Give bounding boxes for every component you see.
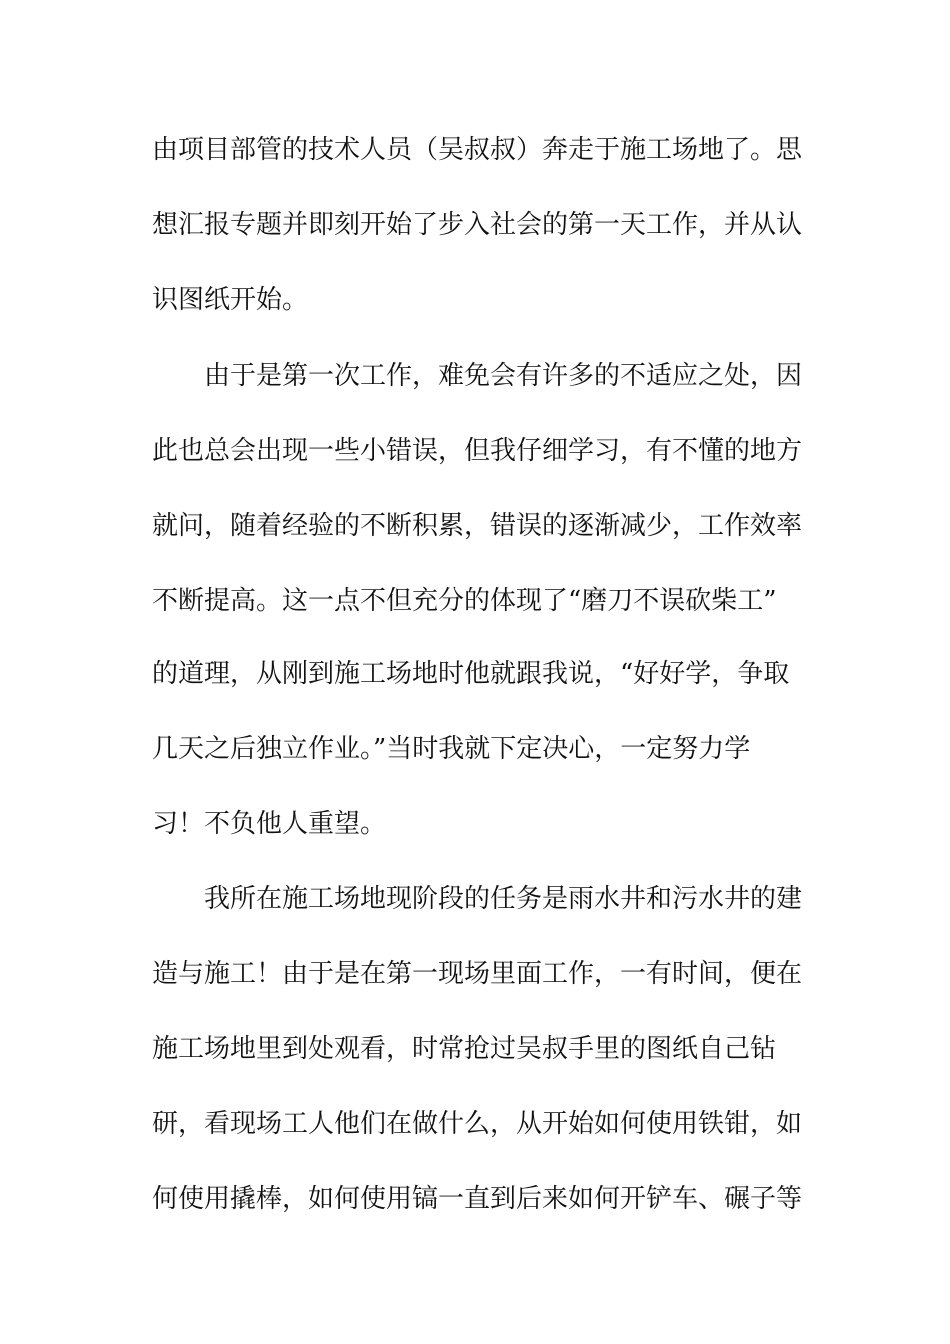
text-line: 的道理，从刚到施工场地时他就跟我说，“好好学，争取 <box>152 659 790 689</box>
text-line: 此也总会出现一些小错误，但我仔细学习，有不懂的地方 <box>152 436 803 466</box>
text-line: 识图纸开始。 <box>152 285 309 315</box>
text-line: 几天之后独立作业。”当时我就下定决心，一定努力学 <box>152 734 751 764</box>
text-line: 习！不负他人重望。 <box>152 809 387 839</box>
text-line: 由项目部管的技术人员（吴叔叔）奔走于施工场地了。思 <box>152 135 803 165</box>
text-line: 想汇报专题并即刻开始了步入社会的第一天工作，并从认 <box>152 210 803 240</box>
paragraph-first-line: 由于是第一次工作，难免会有许多的不适应之处，因 <box>204 361 803 391</box>
text-line: 施工场地里到处观看，时常抢过吴叔手里的图纸自己钻 <box>152 1034 777 1064</box>
text-line: 何使用撬棒，如何使用镐一直到后来如何开铲车、碾子等 <box>152 1184 803 1214</box>
text-line: 造与施工！由于是在第一现场里面工作，一有时间，便在 <box>152 959 803 989</box>
paragraph-first-line: 我所在施工场地现阶段的任务是雨水井和污水井的建 <box>204 884 803 914</box>
text-line: 就问，随着经验的不断积累，错误的逐渐减少，工作效率 <box>152 511 803 541</box>
text-line: 研，看现场工人他们在做什么，从开始如何使用铁钳，如 <box>152 1109 803 1139</box>
text-line: 不断提高。这一点不但充分的体现了“磨刀不误砍柴工” <box>152 586 777 616</box>
